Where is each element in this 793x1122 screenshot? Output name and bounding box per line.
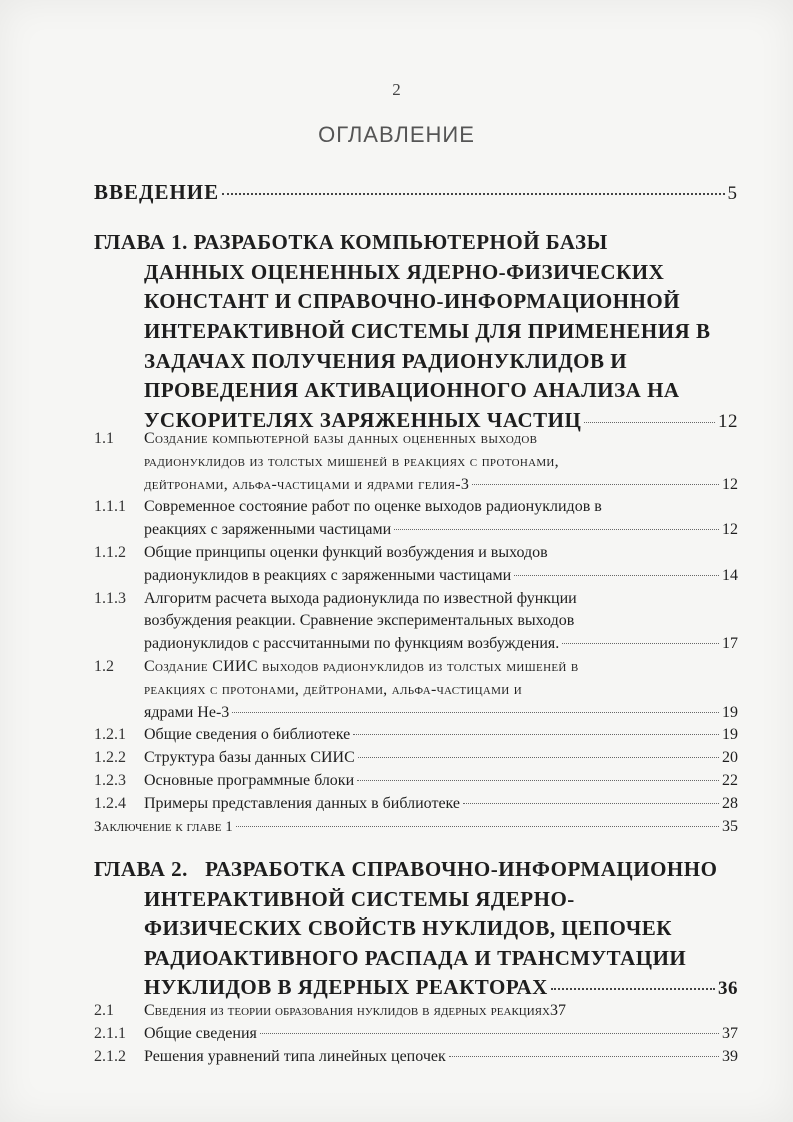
dot-leader [357, 780, 719, 781]
entry-text: Структура базы данных СИИС [144, 749, 355, 767]
entry-text: Сведения из теории образования нуклидов в ядерных реакциях [144, 1002, 550, 1019]
entry-text: Общие сведения о библиотеке [144, 726, 351, 744]
dot-leader [514, 575, 719, 576]
dot-leader [551, 988, 715, 990]
toc-entry[interactable] [94, 1046, 744, 1069]
entry-text: реакциях с заряженными частицами [144, 521, 392, 539]
intro-page: 5 [727, 183, 738, 204]
entry-text: радионуклидов с рассчитанными по функциям возбуждения. [144, 635, 560, 653]
entry-text: Основные программные блоки [144, 771, 355, 789]
entry-number: 1.2.2 [94, 749, 126, 767]
dot-leader [449, 1056, 719, 1057]
entry-page: 37 [722, 1024, 738, 1042]
conclusion-page: 35 [722, 818, 738, 835]
chapter-1-title-line: ЗАДАЧАХ ПОЛУЧЕНИЯ РАДИОНУКЛИДОВ И [144, 348, 628, 373]
toc-entry[interactable] [94, 1000, 744, 1023]
entry-number: 1.1.3 [94, 589, 126, 607]
toc-entry[interactable] [94, 588, 744, 656]
chapter-2-title-line: ФИЗИЧЕСКИХ СВОЙСТВ НУКЛИДОВ, ЦЕПОЧЕК [144, 916, 672, 940]
entry-text: Решения уравнений типа линейных цепочек [144, 1047, 446, 1065]
dot-leader [260, 1033, 719, 1034]
toc-entry[interactable] [94, 747, 744, 770]
chapter-2-title[interactable] [94, 855, 744, 1003]
entry-text: Общие сведения [144, 1024, 257, 1042]
entry-text: Общие принципы оценки функций возбуждения и выходов [144, 543, 548, 561]
entry-text: возбуждения реакции. Сравнение экспериментальных выходов [144, 612, 575, 630]
entry-text: ядрами Не-3 [144, 703, 230, 721]
dot-leader [394, 529, 719, 530]
chapter-2-page: 36 [718, 978, 738, 999]
entry-text: Создание СИИС выходов радионуклидов из толстых мишеней в [144, 657, 579, 675]
toc-conclusion-chapter-1[interactable] [94, 818, 738, 836]
entry-number: 2.1.2 [94, 1047, 126, 1065]
toc-entry[interactable] [94, 793, 744, 816]
chapter-1-title-line: ПРОВЕДЕНИЯ АКТИВАЦИОННОГО АНАЛИЗА НА [144, 378, 680, 403]
entry-number: 2.1 [94, 1002, 114, 1019]
chapter-1-page: 12 [718, 411, 738, 433]
entry-number: 1.1.1 [94, 498, 126, 516]
toc-entry[interactable] [94, 1023, 744, 1046]
chapter-2-title-line: НУКЛИДОВ В ЯДЕРНЫХ РЕАКТОРАХ [144, 975, 548, 999]
entry-text: Примеры представления данных в библиотеке [144, 794, 461, 812]
entry-text: дейтронами, альфа-частицами и ядрами гелия-3 [144, 475, 470, 493]
intro-label: ВВЕДЕНИЕ [94, 180, 220, 204]
entry-text: радионуклидов из толстых мишеней в реакциях с протонами, [144, 452, 559, 470]
chapter-2-title-line: ИНТЕРАКТИВНОЙ СИСТЕМЫ ЯДЕРНО- [144, 886, 575, 911]
chapter-1-title-line: УСКОРИТЕЛЯХ ЗАРЯЖЕННЫХ ЧАСТИЦ [144, 408, 582, 433]
entry-page: 14 [722, 566, 738, 584]
entry-page: 39 [722, 1047, 738, 1065]
entry-page: 19 [722, 703, 738, 721]
entry-page: 28 [722, 794, 738, 812]
dot-leader [358, 757, 719, 758]
dot-leader [222, 193, 724, 195]
page-number: 2 [392, 80, 401, 99]
dot-leader [463, 803, 719, 804]
toc-entry[interactable] [94, 724, 744, 747]
entry-number: 1.2.4 [94, 794, 126, 812]
toc-entry[interactable] [94, 496, 744, 542]
toc-heading: ОГЛАВЛЕНИЕ [318, 122, 475, 147]
entry-page: 22 [722, 771, 738, 789]
toc-entry[interactable] [94, 770, 744, 793]
chapter-2-title-line: ГЛАВА 2. РАЗРАБОТКА СПРАВОЧНО-ИНФОРМАЦИОННО [94, 857, 718, 881]
entry-text: радионуклидов в реакциях с заряженными частицами [144, 566, 512, 584]
entry-number: 1.1.2 [94, 543, 126, 561]
toc-entry[interactable] [94, 428, 744, 496]
toc-intro[interactable] [94, 180, 738, 205]
entry-number: 1.2 [94, 657, 114, 675]
dot-leader [562, 643, 719, 644]
entry-text: реакциях с протонами, дейтронами, альфа-частицами и [144, 680, 522, 698]
dot-leader [584, 422, 715, 423]
entry-number: 2.1.1 [94, 1024, 126, 1042]
entry-page: 17 [722, 635, 738, 653]
chapter-2-title-last-line [94, 973, 738, 1003]
entry-number: 1.2.1 [94, 726, 126, 744]
chapter-2-title-line: РАДИОАКТИВНОГО РАСПАДА И ТРАНСМУТАЦИИ [144, 945, 687, 970]
chapter-1-title[interactable] [94, 228, 744, 436]
chapter-1-entries [94, 428, 744, 816]
dot-leader [232, 712, 719, 713]
chapter-1-title-line: ГЛАВА 1. РАЗРАБОТКА КОМПЬЮТЕРНОЙ БАЗЫ [94, 230, 608, 254]
dot-leader [236, 826, 719, 827]
entry-text: Современное состояние работ по оценке выходов радионуклидов в [144, 498, 602, 516]
entry-number: 1.1 [94, 430, 114, 447]
dot-leader [353, 734, 719, 735]
chapter-2-entries [94, 1000, 744, 1068]
toc-entry[interactable] [94, 656, 744, 724]
chapter-1-title-line: КОНСТАНТ И СПРАВОЧНО-ИНФОРМАЦИОННОЙ [144, 289, 681, 314]
entry-page: 19 [722, 726, 738, 744]
entry-page: 12 [722, 521, 738, 539]
entry-page: 37 [549, 1002, 566, 1019]
chapter-1-title-line: ИНТЕРАКТИВНОЙ СИСТЕМЫ ДЛЯ ПРИМЕНЕНИЯ В [144, 319, 711, 344]
entry-text: Создание компьютерной базы данных оцененных выходов [144, 430, 538, 447]
entry-number: 1.2.3 [94, 771, 126, 789]
entry-page: 12 [722, 475, 738, 493]
conclusion-label: Заключение к главе 1 [94, 819, 233, 835]
entry-text: Алгоритм расчета выхода радионуклида по известной функции [144, 589, 577, 607]
entry-page: 20 [722, 749, 738, 767]
dot-leader [472, 484, 719, 485]
chapter-1-title-line: ДАННЫХ ОЦЕНЕННЫХ ЯДЕРНО-ФИЗИЧЕСКИХ [144, 259, 665, 284]
toc-entry[interactable] [94, 542, 744, 588]
